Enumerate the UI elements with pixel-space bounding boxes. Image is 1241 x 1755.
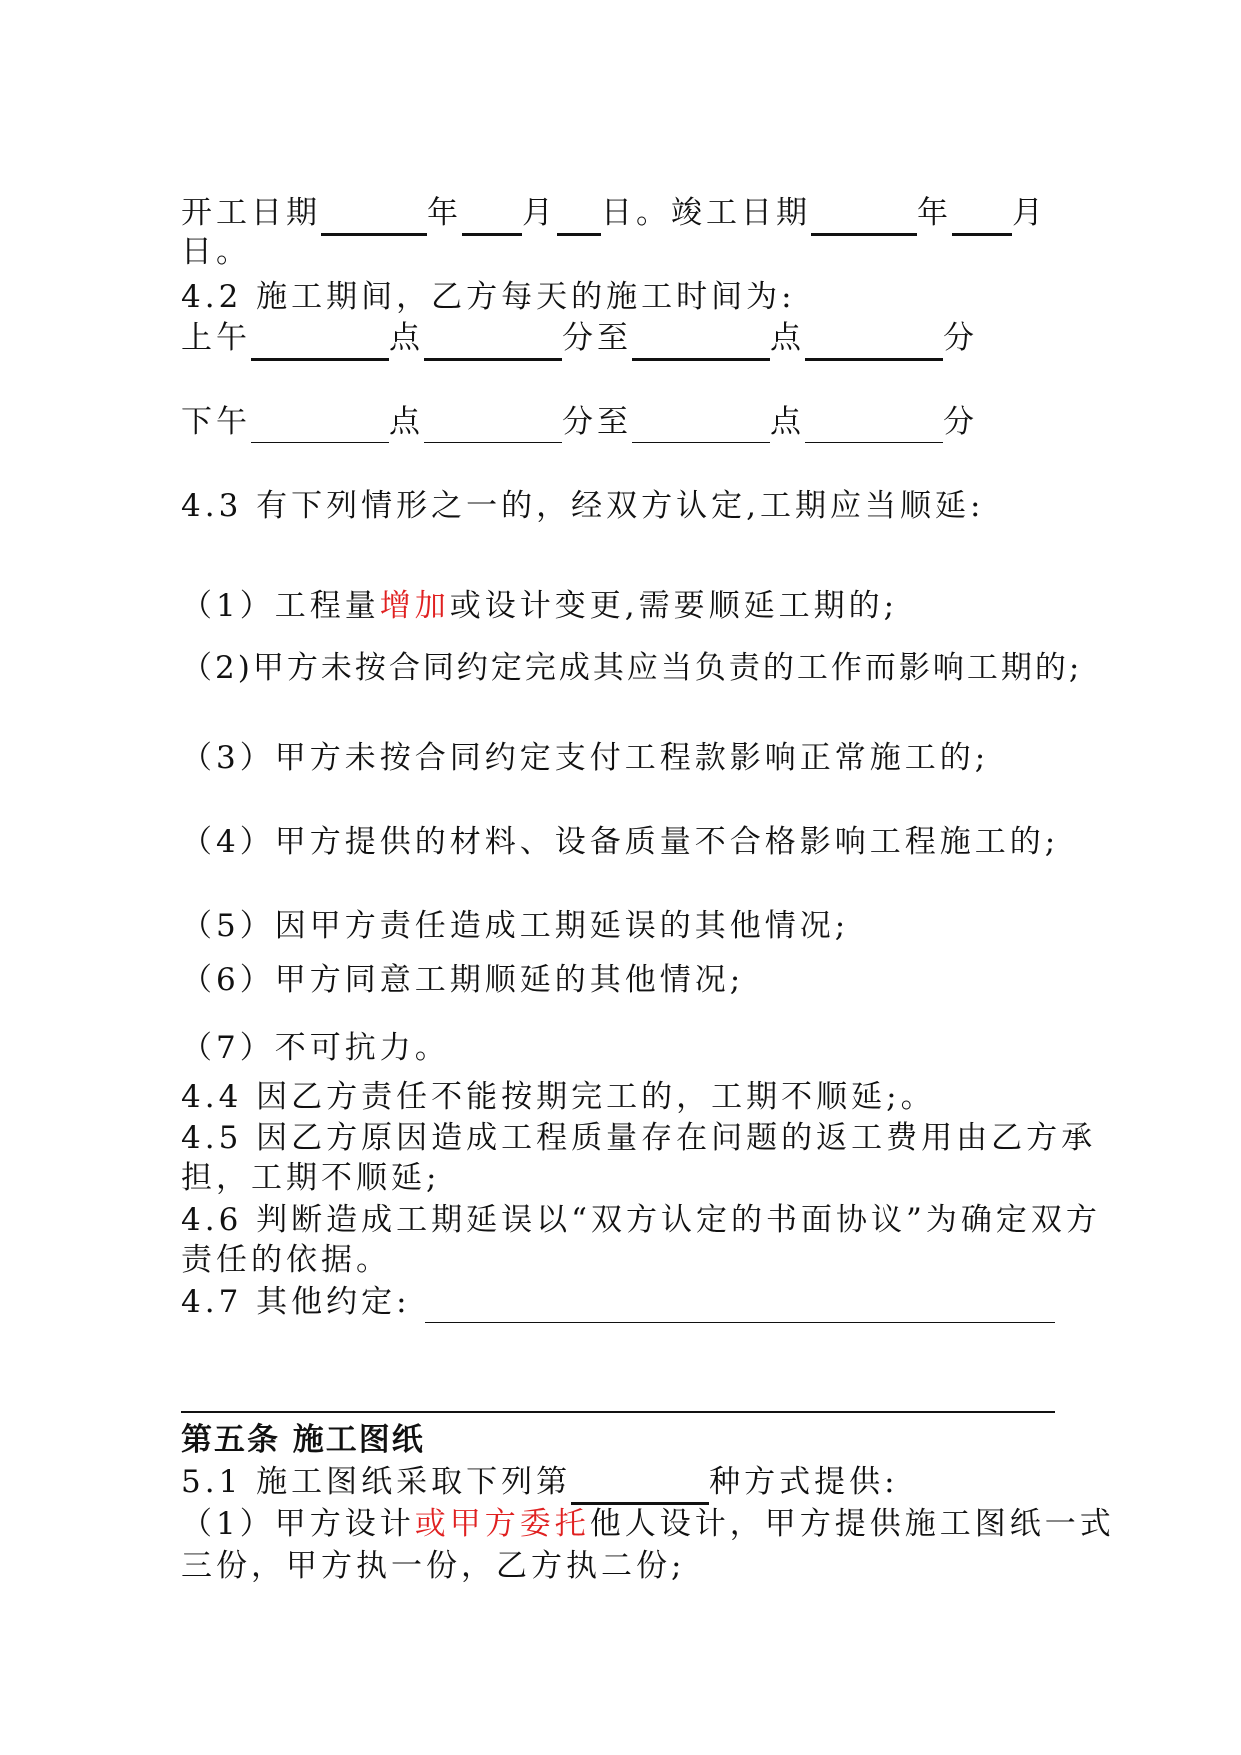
year-label: 年 — [427, 195, 462, 231]
morning-label: 上午 — [181, 320, 251, 356]
finish-year-blank[interactable] — [811, 193, 917, 236]
item-text: （1）甲方设计 — [181, 1506, 415, 1542]
year-label: 年 — [917, 195, 952, 231]
pm-start-minute-blank[interactable] — [424, 402, 562, 443]
other-agreement-blank[interactable] — [425, 1282, 1055, 1323]
item-text: 或设计变更,需要顺延工期的; — [449, 588, 899, 624]
delay-item-4: （4）甲方提供的材料、设备质量不合格影响工程施工的; — [181, 824, 1060, 860]
clause-4-7-line — [181, 1282, 1055, 1323]
item-text: （1）工程量 — [181, 588, 380, 624]
month-label: 月 — [522, 195, 557, 231]
clause-4-5-line1: 4.5 因乙方原因造成工程质量存在问题的返工费用由乙方承 — [181, 1120, 1097, 1156]
hour-label: 点 — [389, 404, 424, 440]
drawing-method-blank[interactable] — [571, 1462, 709, 1505]
clause-4-2: 4.2 施工期间，乙方每天的施工时间为: — [181, 279, 796, 315]
delay-item-3: （3）甲方未按合同约定支付工程款影响正常施工的; — [181, 740, 990, 776]
separator-line — [181, 1411, 1055, 1413]
delay-item-7: （7）不可抗力。 — [181, 1030, 450, 1066]
am-end-hour-blank[interactable] — [632, 318, 770, 361]
clause-5-1-text: 5.1 施工图纸采取下列第 — [181, 1464, 572, 1500]
hour-label: 点 — [770, 404, 805, 440]
minute-label: 分 — [943, 404, 978, 440]
clause-4-4: 4.4 因乙方责任不能按期完工的，工期不顺延;。 — [181, 1079, 936, 1115]
start-month-blank[interactable] — [462, 193, 522, 236]
hour-label: 点 — [389, 320, 424, 356]
am-start-hour-blank[interactable] — [251, 318, 389, 361]
drawing-item-1-line1 — [181, 1504, 1115, 1544]
hour-label: 点 — [770, 320, 805, 356]
finish-month-blank[interactable] — [952, 193, 1012, 236]
afternoon-label: 下午 — [181, 404, 251, 440]
minute-to-label: 分至 — [562, 320, 632, 356]
finish-day-text: 日。 — [181, 234, 251, 270]
clause-4-6-line2: 责任的依据。 — [181, 1242, 391, 1278]
delay-item-6: （6）甲方同意工期顺延的其他情况; — [181, 962, 745, 998]
clause-4-7-label: 4.7 其他约定: — [181, 1284, 411, 1320]
start-day-blank[interactable] — [557, 193, 601, 236]
finish-date-label: 竣工日期 — [671, 195, 811, 231]
drawing-item-1-line2: 三份，甲方执一份，乙方执二份; — [181, 1548, 686, 1584]
clause-5-1-text: 种方式提供: — [709, 1464, 899, 1500]
clause-4-6-line1: 4.6 判断造成工期延误以“双方认定的书面协议”为确定双方 — [181, 1202, 1101, 1238]
delay-item-1 — [181, 586, 898, 626]
am-start-minute-blank[interactable] — [424, 318, 562, 361]
item-text: 他人设计，甲方提供施工图纸一式 — [589, 1506, 1115, 1542]
day-label: 日。 — [601, 195, 671, 231]
clause-5-1 — [181, 1462, 899, 1505]
delay-item-5: （5）因甲方责任造成工期延误的其他情况; — [181, 908, 850, 944]
delay-item-2: （2)甲方未按合同约定完成其应当负责的工作而影响工期的; — [181, 650, 1083, 686]
afternoon-hours-line — [181, 402, 978, 443]
morning-hours-line — [181, 318, 978, 361]
start-year-blank[interactable] — [321, 193, 427, 236]
highlighted-text: 或甲方委托 — [414, 1506, 590, 1542]
section-5-title: 第五条 施工图纸 — [181, 1422, 425, 1458]
minute-to-label: 分至 — [562, 404, 632, 440]
pm-start-hour-blank[interactable] — [251, 402, 389, 443]
clause-4-3: 4.3 有下列情形之一的，经双方认定,工期应当顺延: — [181, 488, 985, 524]
highlighted-text: 增加 — [379, 588, 450, 624]
start-finish-date-line — [181, 193, 1047, 236]
clause-4-5-line2: 担，工期不顺延; — [181, 1160, 441, 1196]
month-label: 月 — [1012, 195, 1047, 231]
am-end-minute-blank[interactable] — [805, 318, 943, 361]
minute-label: 分 — [943, 320, 978, 356]
start-date-label: 开工日期 — [181, 195, 321, 231]
pm-end-hour-blank[interactable] — [632, 402, 770, 443]
pm-end-minute-blank[interactable] — [805, 402, 943, 443]
